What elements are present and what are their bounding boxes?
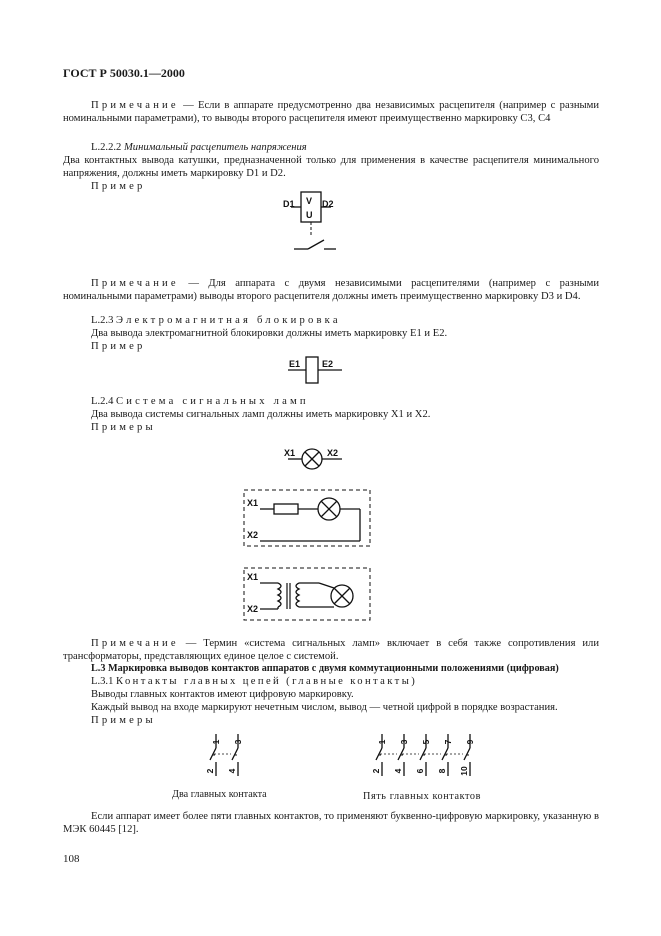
section-l222-number: L.2.2.2 (91, 142, 124, 153)
lamp-x1-label: X1 (284, 448, 296, 458)
transformer-x1-label: X1 (247, 572, 259, 582)
note-1 (63, 100, 599, 125)
figure-electromagnetic-interlock (284, 355, 356, 387)
section-l222-text: Два контактных вывода катушки, предназначенной только для применения в качестве расцепителя минимального напряжения, должны иметь маркировку D1 и D2. (63, 155, 599, 179)
section-l223-number: L.2.3 (91, 315, 117, 326)
examples-label-3: Примеры (91, 422, 156, 433)
figure-two-main-contacts (206, 730, 256, 780)
section-l224-title: Система сигнальных ламп (116, 396, 309, 407)
transformer-secondary (296, 583, 299, 607)
contact-bottom-number: 2 (205, 768, 215, 774)
circuit-x2-label: X2 (247, 530, 259, 540)
section-l31-text-1: Выводы главных контактов имеют цифровую маркировку. (91, 689, 354, 700)
note-1-label: Примечание (91, 100, 179, 111)
contact-top-number: 1 (377, 739, 387, 745)
section-l3-heading: L.3 Маркировка выводов контактов аппаратов с двумя коммутационными положениями (цифровая) (91, 663, 559, 674)
transformer-x2-label: X2 (247, 604, 259, 614)
contact-bottom-number: 2 (371, 768, 381, 774)
section-l223-heading (63, 315, 599, 328)
section-l224-heading (63, 396, 599, 409)
example-label-2: Пример (91, 341, 146, 352)
final-paragraph: Если аппарат имеет более пяти главных контактов, то применяют буквенно-цифровую маркировку, указанную в МЭК 60445 [12]. (63, 811, 599, 835)
section-l223-title: Электромагнитная блокировка (116, 315, 341, 326)
figure-signal-lamp (282, 442, 354, 476)
examples-label-4: Примеры (91, 715, 156, 726)
note-3-text: — Термин «система сигнальных ламп» включает в себя также сопротивления или трансформаторы, представляющих единое целое с системой. (63, 638, 599, 662)
system-boundary (244, 490, 370, 546)
section-l222-heading (63, 142, 599, 155)
contact-top-number: 3 (233, 739, 243, 745)
terminal-d2-label: D2 (322, 199, 334, 209)
section-l31-number: L.3.1 (91, 676, 117, 687)
contact-bottom-number: 4 (227, 768, 237, 774)
caption-two-main-contacts: Два главных контакта (172, 789, 267, 800)
contact-blade (308, 240, 324, 249)
contact-top-number: 7 (443, 739, 453, 745)
terminal-e2-label: E2 (322, 359, 334, 369)
contact-bottom-number: 4 (393, 768, 403, 774)
figure-five-main-contacts (372, 730, 487, 780)
contact-bottom-number: 6 (415, 768, 425, 774)
contact-top-number: 5 (421, 739, 431, 745)
section-l31-title: Контакты главных цепей (главные контакты) (116, 676, 418, 687)
note-2 (63, 278, 599, 303)
note-1-text: — Если в аппарате предусмотренно два независимых расцепителя (например с разными номинальными параметрами), то выводы второго расцепителя имеют преимущественно маркировку С3, С4 (63, 100, 599, 124)
section-l31-heading (63, 676, 599, 689)
contact-blade (464, 748, 470, 760)
contact-top-number: 9 (465, 739, 475, 745)
circuit-x1-label: X1 (247, 498, 259, 508)
section-l224-text: Два вывода системы сигнальных ламп должны иметь маркировку Х1 и Х2. (91, 409, 431, 420)
arrow-v-label: V (306, 196, 313, 206)
section-l222-title: Минимальный расцепитель напряжения (123, 142, 307, 153)
example-label-1: Пример (91, 181, 146, 192)
lamp-x2-label: X2 (327, 448, 339, 458)
figure-undervoltage-release (280, 190, 350, 262)
note-2-label: Примечание (91, 278, 179, 289)
caption-five-main-contacts: Пять главных контактов (363, 791, 482, 802)
interlock-coil (306, 357, 318, 383)
terminal-d1-label: D1 (283, 199, 295, 209)
contact-top-number: 1 (211, 739, 221, 745)
note-2-text: — Для аппарата с двумя независимыми расцепителями (например с разными номинальными параметрами) выводы второго расцепителя должны иметь преимущественно маркировку D3 и D4. (63, 278, 599, 302)
contact-bottom-number: 10 (459, 766, 469, 776)
contact-blade (232, 748, 238, 760)
figure-lamp-with-transformer (244, 566, 374, 624)
undervoltage-symbol: U (306, 210, 313, 220)
terminal-e1-label: E1 (289, 359, 301, 369)
note-3 (63, 638, 599, 663)
contact-top-number: 3 (399, 739, 409, 745)
transformer-primary (278, 583, 281, 607)
figure-lamp-with-resistor (244, 488, 374, 550)
section-l223-text: Два вывода электромагнитной блокировки должны иметь маркировку Е1 и Е2. (91, 328, 448, 339)
section-l224-number: L.2.4 (91, 396, 117, 407)
document-header: ГОСТ Р 50030.1—2000 (63, 66, 185, 80)
contact-bottom-number: 8 (437, 768, 447, 774)
page-number: 108 (63, 853, 80, 865)
note-3-label: Примечание (91, 638, 179, 649)
resistor-symbol (274, 504, 298, 514)
section-l31-text-2: Каждый вывод на входе маркируют нечетным числом, вывод — четной цифрой в порядке возрастания. (91, 702, 558, 713)
system-boundary-2 (244, 568, 370, 620)
